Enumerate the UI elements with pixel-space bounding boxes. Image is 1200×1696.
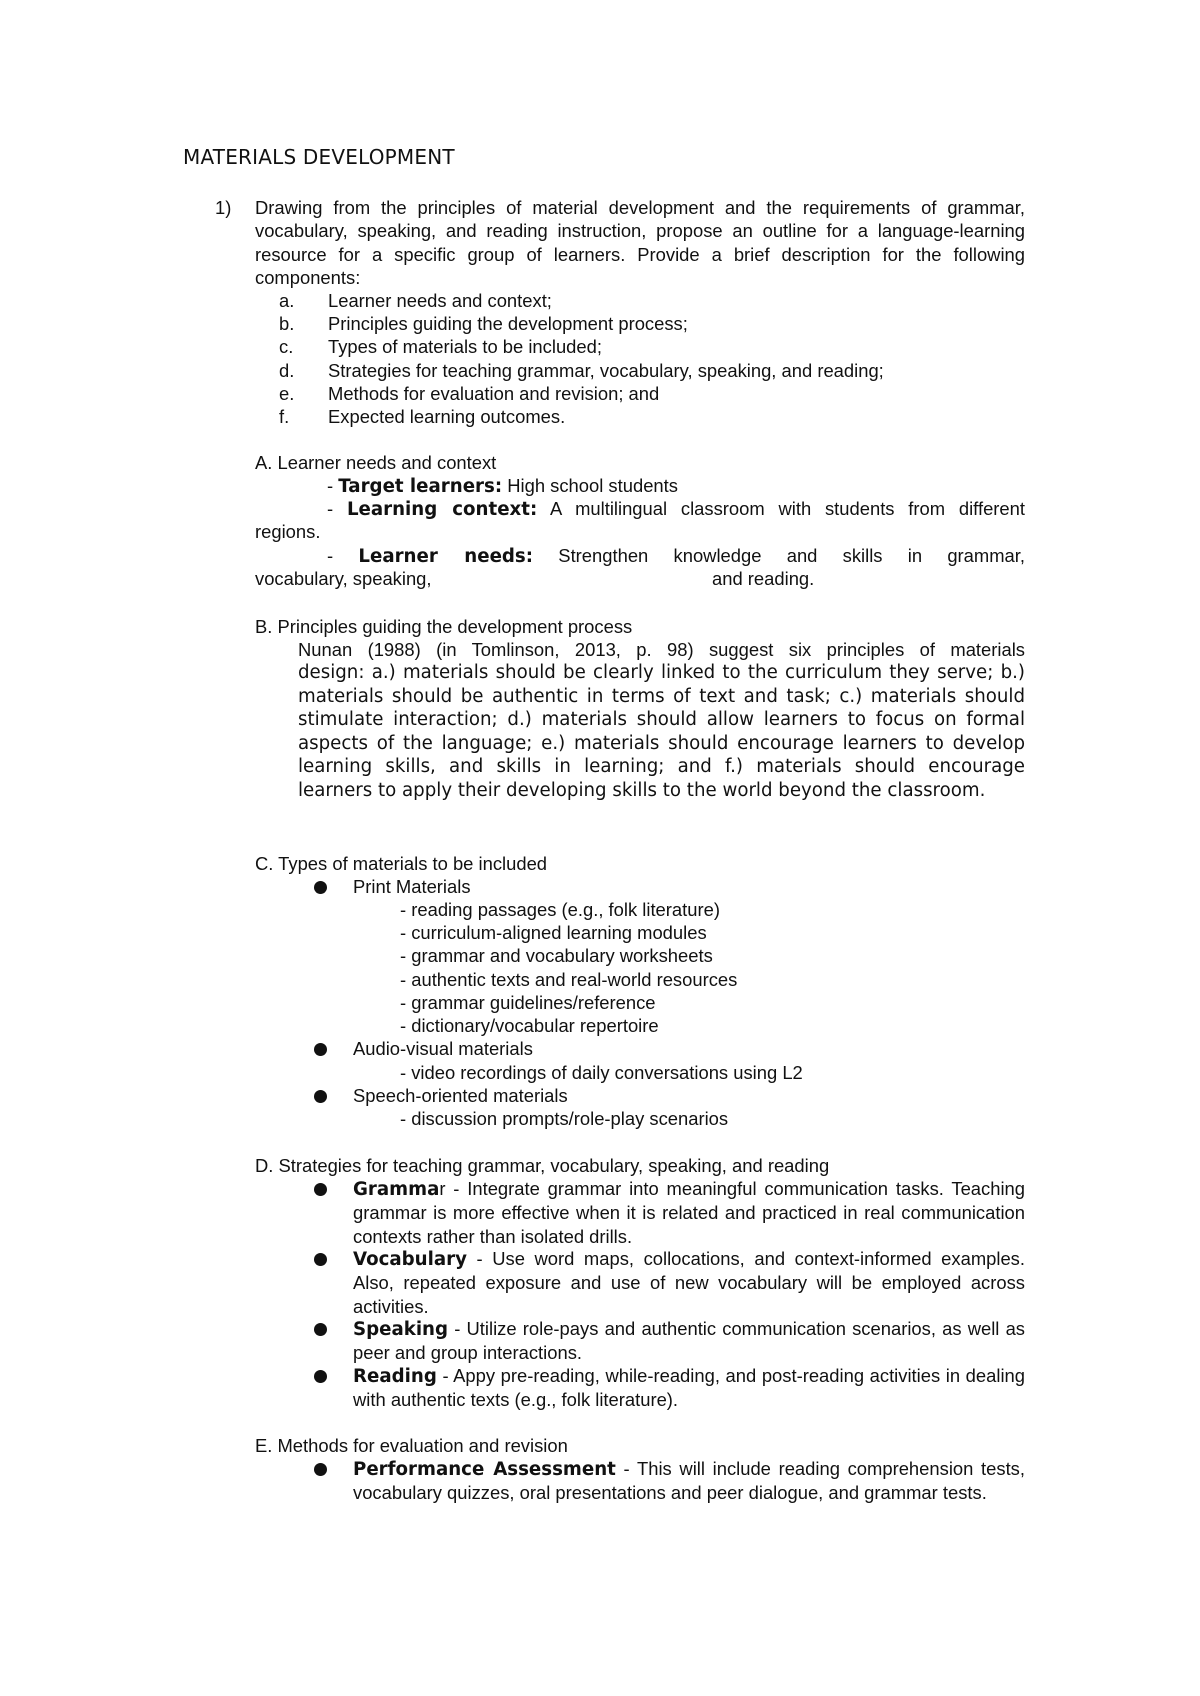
target-learners-label: Target learners:	[338, 476, 503, 497]
section-b-heading: B. Principles guiding the development process	[255, 616, 633, 637]
learning-context-line: - Learning context: A multilingual classroom with students from different	[327, 498, 1025, 520]
question-item: c. Types of materials to be included;	[279, 336, 602, 357]
question-item: e. Methods for evaluation and revision; and	[279, 383, 660, 404]
question-item: b. Principles guiding the development process;	[279, 313, 688, 334]
principles-intro: Nunan (1988) (in Tomlinson, 2013, p. 98) suggest six principles of materials	[298, 639, 1025, 660]
bullet-icon	[314, 1090, 327, 1103]
question-item: d. Strategies for teaching grammar, vocabulary, speaking, and reading;	[279, 360, 884, 381]
strategy-speaking: Speaking - Utilize role-pays and authentic communication scenarios, as well as peer and group interactions.	[353, 1318, 1025, 1364]
page-title: MATERIALS DEVELOPMENT	[183, 145, 455, 169]
strategy-grammar: Grammar - Integrate grammar into meaningful communication tasks. Teaching grammar is more effective when it is related and practiced in real communication contexts rather than isolated drills.	[353, 1178, 1025, 1247]
section-d-heading: D. Strategies for teaching grammar, vocabulary, speaking, and reading	[255, 1155, 830, 1176]
material-item: - reading passages (e.g., folk literature)	[400, 899, 720, 920]
question-item: f. Expected learning outcomes.	[279, 406, 566, 427]
bullet-icon	[314, 1043, 327, 1056]
bullet-icon	[314, 881, 327, 894]
bullet-icon	[314, 1253, 327, 1266]
question-item: a. Learner needs and context;	[279, 290, 552, 311]
learner-needs-line: - Learner needs: Strengthen knowledge and skills in grammar,	[327, 545, 1025, 567]
learning-context-label: Learning context:	[346, 499, 538, 520]
learner-needs-continued-end: and reading.	[712, 568, 815, 589]
material-group-label: Audio-visual materials	[353, 1038, 533, 1059]
target-learners-line: - Target learners: High school students	[327, 475, 678, 497]
learner-needs-label: Learner needs:	[358, 546, 534, 567]
evaluation-performance-assessment: Performance Assessment - This will include reading comprehension tests, vocabulary quizzes, oral presentations and peer dialogue, and grammar tests.	[353, 1458, 1025, 1504]
section-c-heading: C. Types of materials to be included	[255, 853, 548, 874]
bullet-icon	[314, 1323, 327, 1336]
bullet-icon	[314, 1183, 327, 1196]
material-group-label: Speech-oriented materials	[353, 1085, 568, 1106]
material-item: - authentic texts and real-world resources	[400, 969, 738, 990]
material-item: - grammar guidelines/reference	[400, 992, 656, 1013]
material-item: - video recordings of daily conversations using L2	[400, 1062, 803, 1083]
learner-needs-continued: vocabulary, speaking,	[255, 568, 432, 589]
strategy-vocabulary: Vocabulary - Use word maps, collocations, and context-informed examples. Also, repeated exposure and use of new vocabulary will be employed across activities.	[353, 1248, 1025, 1317]
strategy-reading: Reading - Appy pre-reading, while-reading, and post-reading activities in dealing with authentic texts (e.g., folk literature).	[353, 1365, 1025, 1411]
principles-body: design: a.) materials should be clearly linked to the curriculum they serve; b.) materials should be authentic in terms of text and task; c.) materials should stimulate interaction; d.) materials should allow learners to focus on formal aspects of the language; e.) materials should encourage learners to develop learning skills, and skills in learning; and f.) materials should encourage learners to apply their developing skills to the world beyond the classroom.	[298, 662, 1025, 801]
material-group-label: Print Materials	[353, 876, 471, 897]
bullet-icon	[314, 1463, 327, 1476]
section-e-heading: E. Methods for evaluation and revision	[255, 1435, 568, 1456]
question-number: 1)	[215, 197, 232, 218]
material-item: - grammar and vocabulary worksheets	[400, 945, 713, 966]
learning-context-continued: regions.	[255, 521, 321, 542]
material-item: - discussion prompts/role-play scenarios	[400, 1108, 729, 1129]
material-item: - curriculum-aligned learning modules	[400, 922, 707, 943]
section-a-heading: A. Learner needs and context	[255, 452, 497, 473]
question-text: Drawing from the principles of material development and the requirements of grammar, vocabulary, speaking, and reading instruction, propose an outline for a language-learning resource for a specific group of learners. Provide a brief description for the following components:	[255, 197, 1025, 288]
material-item: - dictionary/vocabular repertoire	[400, 1015, 659, 1036]
bullet-icon	[314, 1370, 327, 1383]
